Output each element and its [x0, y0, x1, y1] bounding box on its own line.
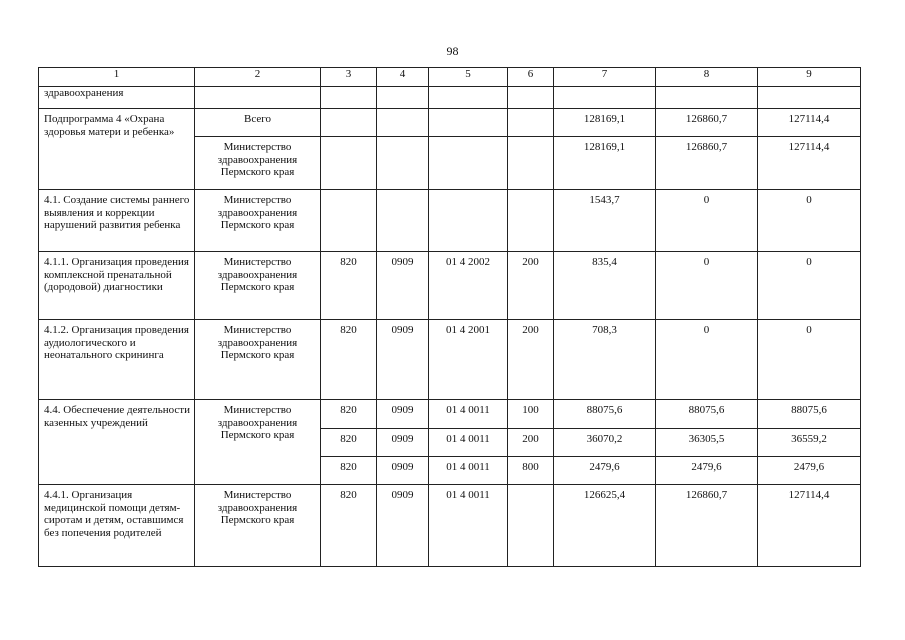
header-cell: 5	[429, 68, 508, 87]
header-cell: 8	[656, 68, 758, 87]
value-cell: 2479,6	[656, 457, 758, 485]
value-cell: 0	[656, 252, 758, 320]
code-cell: 100	[508, 400, 554, 429]
code-cell	[508, 485, 554, 567]
row-name: 4.1. Создание системы раннего выявления и коррекции нарушений развития ребенка	[39, 190, 195, 252]
admin-cell: Министерство здравоохранения Пермского края	[195, 485, 321, 567]
value-cell: 128169,1	[554, 137, 656, 190]
value-cell: 36559,2	[758, 429, 861, 457]
admin-cell: Министерство здравоохранения Пермского края	[195, 190, 321, 252]
code-cell: 01 4 0011	[429, 429, 508, 457]
row-name: здравоохранения	[39, 87, 195, 109]
value-cell: 1543,7	[554, 190, 656, 252]
value-cell: 88075,6	[656, 400, 758, 429]
value-cell: 0	[656, 190, 758, 252]
value-cell: 127114,4	[758, 137, 861, 190]
header-cell: 4	[377, 68, 429, 87]
value-cell: 835,4	[554, 252, 656, 320]
admin-cell: Министерство здравоохранения Пермского края	[195, 320, 321, 400]
value-cell: 36305,5	[656, 429, 758, 457]
table-row	[39, 87, 861, 109]
table-row	[39, 190, 861, 252]
row-name: Подпрограмма 4 «Охрана здоровья матери и ребенка»	[39, 109, 195, 190]
code-cell: 820	[321, 485, 377, 567]
code-cell: 01 4 0011	[429, 400, 508, 429]
code-cell: 200	[508, 252, 554, 320]
value-cell: 127114,4	[758, 109, 861, 137]
table-row	[39, 252, 861, 320]
budget-table	[38, 67, 861, 567]
header-cell: 9	[758, 68, 861, 87]
admin-cell: Всего	[195, 109, 321, 137]
row-name: 4.4.1. Организация медицинской помощи детям-сиротам и детям, оставшимся без попечения родителей	[39, 485, 195, 567]
code-cell: 0909	[377, 457, 429, 485]
table-row	[39, 109, 861, 137]
admin-cell: Министерство здравоохранения Пермского края	[195, 400, 321, 485]
table-row	[39, 485, 861, 567]
value-cell: 126625,4	[554, 485, 656, 567]
code-cell: 820	[321, 252, 377, 320]
value-cell: 36070,2	[554, 429, 656, 457]
value-cell: 128169,1	[554, 109, 656, 137]
header-cell: 2	[195, 68, 321, 87]
code-cell: 0909	[377, 252, 429, 320]
value-cell: 126860,7	[656, 485, 758, 567]
code-cell: 0909	[377, 400, 429, 429]
code-cell: 0909	[377, 429, 429, 457]
row-name: 4.4. Обеспечение деятельности казенных учреждений	[39, 400, 195, 485]
value-cell: 126860,7	[656, 137, 758, 190]
header-row	[39, 68, 861, 87]
header-cell: 7	[554, 68, 656, 87]
header-cell: 3	[321, 68, 377, 87]
value-cell: 0	[656, 320, 758, 400]
page-number: 98	[446, 44, 459, 58]
header-cell: 1	[39, 68, 195, 87]
admin-cell: Министерство здравоохранения Пермского края	[195, 137, 321, 190]
code-cell: 200	[508, 429, 554, 457]
value-cell: 88075,6	[554, 400, 656, 429]
code-cell: 0909	[377, 320, 429, 400]
code-cell: 820	[321, 457, 377, 485]
value-cell: 127114,4	[758, 485, 861, 567]
code-cell: 01 4 0011	[429, 457, 508, 485]
value-cell: 2479,6	[758, 457, 861, 485]
code-cell: 820	[321, 429, 377, 457]
value-cell: 0	[758, 320, 861, 400]
code-cell: 200	[508, 320, 554, 400]
admin-cell: Министерство здравоохранения Пермского края	[195, 252, 321, 320]
code-cell: 800	[508, 457, 554, 485]
value-cell: 0	[758, 190, 861, 252]
code-cell: 0909	[377, 485, 429, 567]
value-cell: 2479,6	[554, 457, 656, 485]
code-cell: 820	[321, 400, 377, 429]
code-cell: 01 4 2001	[429, 320, 508, 400]
row-name: 4.1.1. Организация проведения комплексной пренатальной (дородовой) диагностики	[39, 252, 195, 320]
table-row	[39, 320, 861, 400]
code-cell: 01 4 0011	[429, 485, 508, 567]
value-cell: 0	[758, 252, 861, 320]
value-cell: 88075,6	[758, 400, 861, 429]
table-row	[39, 400, 861, 429]
code-cell: 01 4 2002	[429, 252, 508, 320]
value-cell: 708,3	[554, 320, 656, 400]
value-cell: 126860,7	[656, 109, 758, 137]
header-cell: 6	[508, 68, 554, 87]
code-cell: 820	[321, 320, 377, 400]
row-name: 4.1.2. Организация проведения аудиологического и неонатального скрининга	[39, 320, 195, 400]
